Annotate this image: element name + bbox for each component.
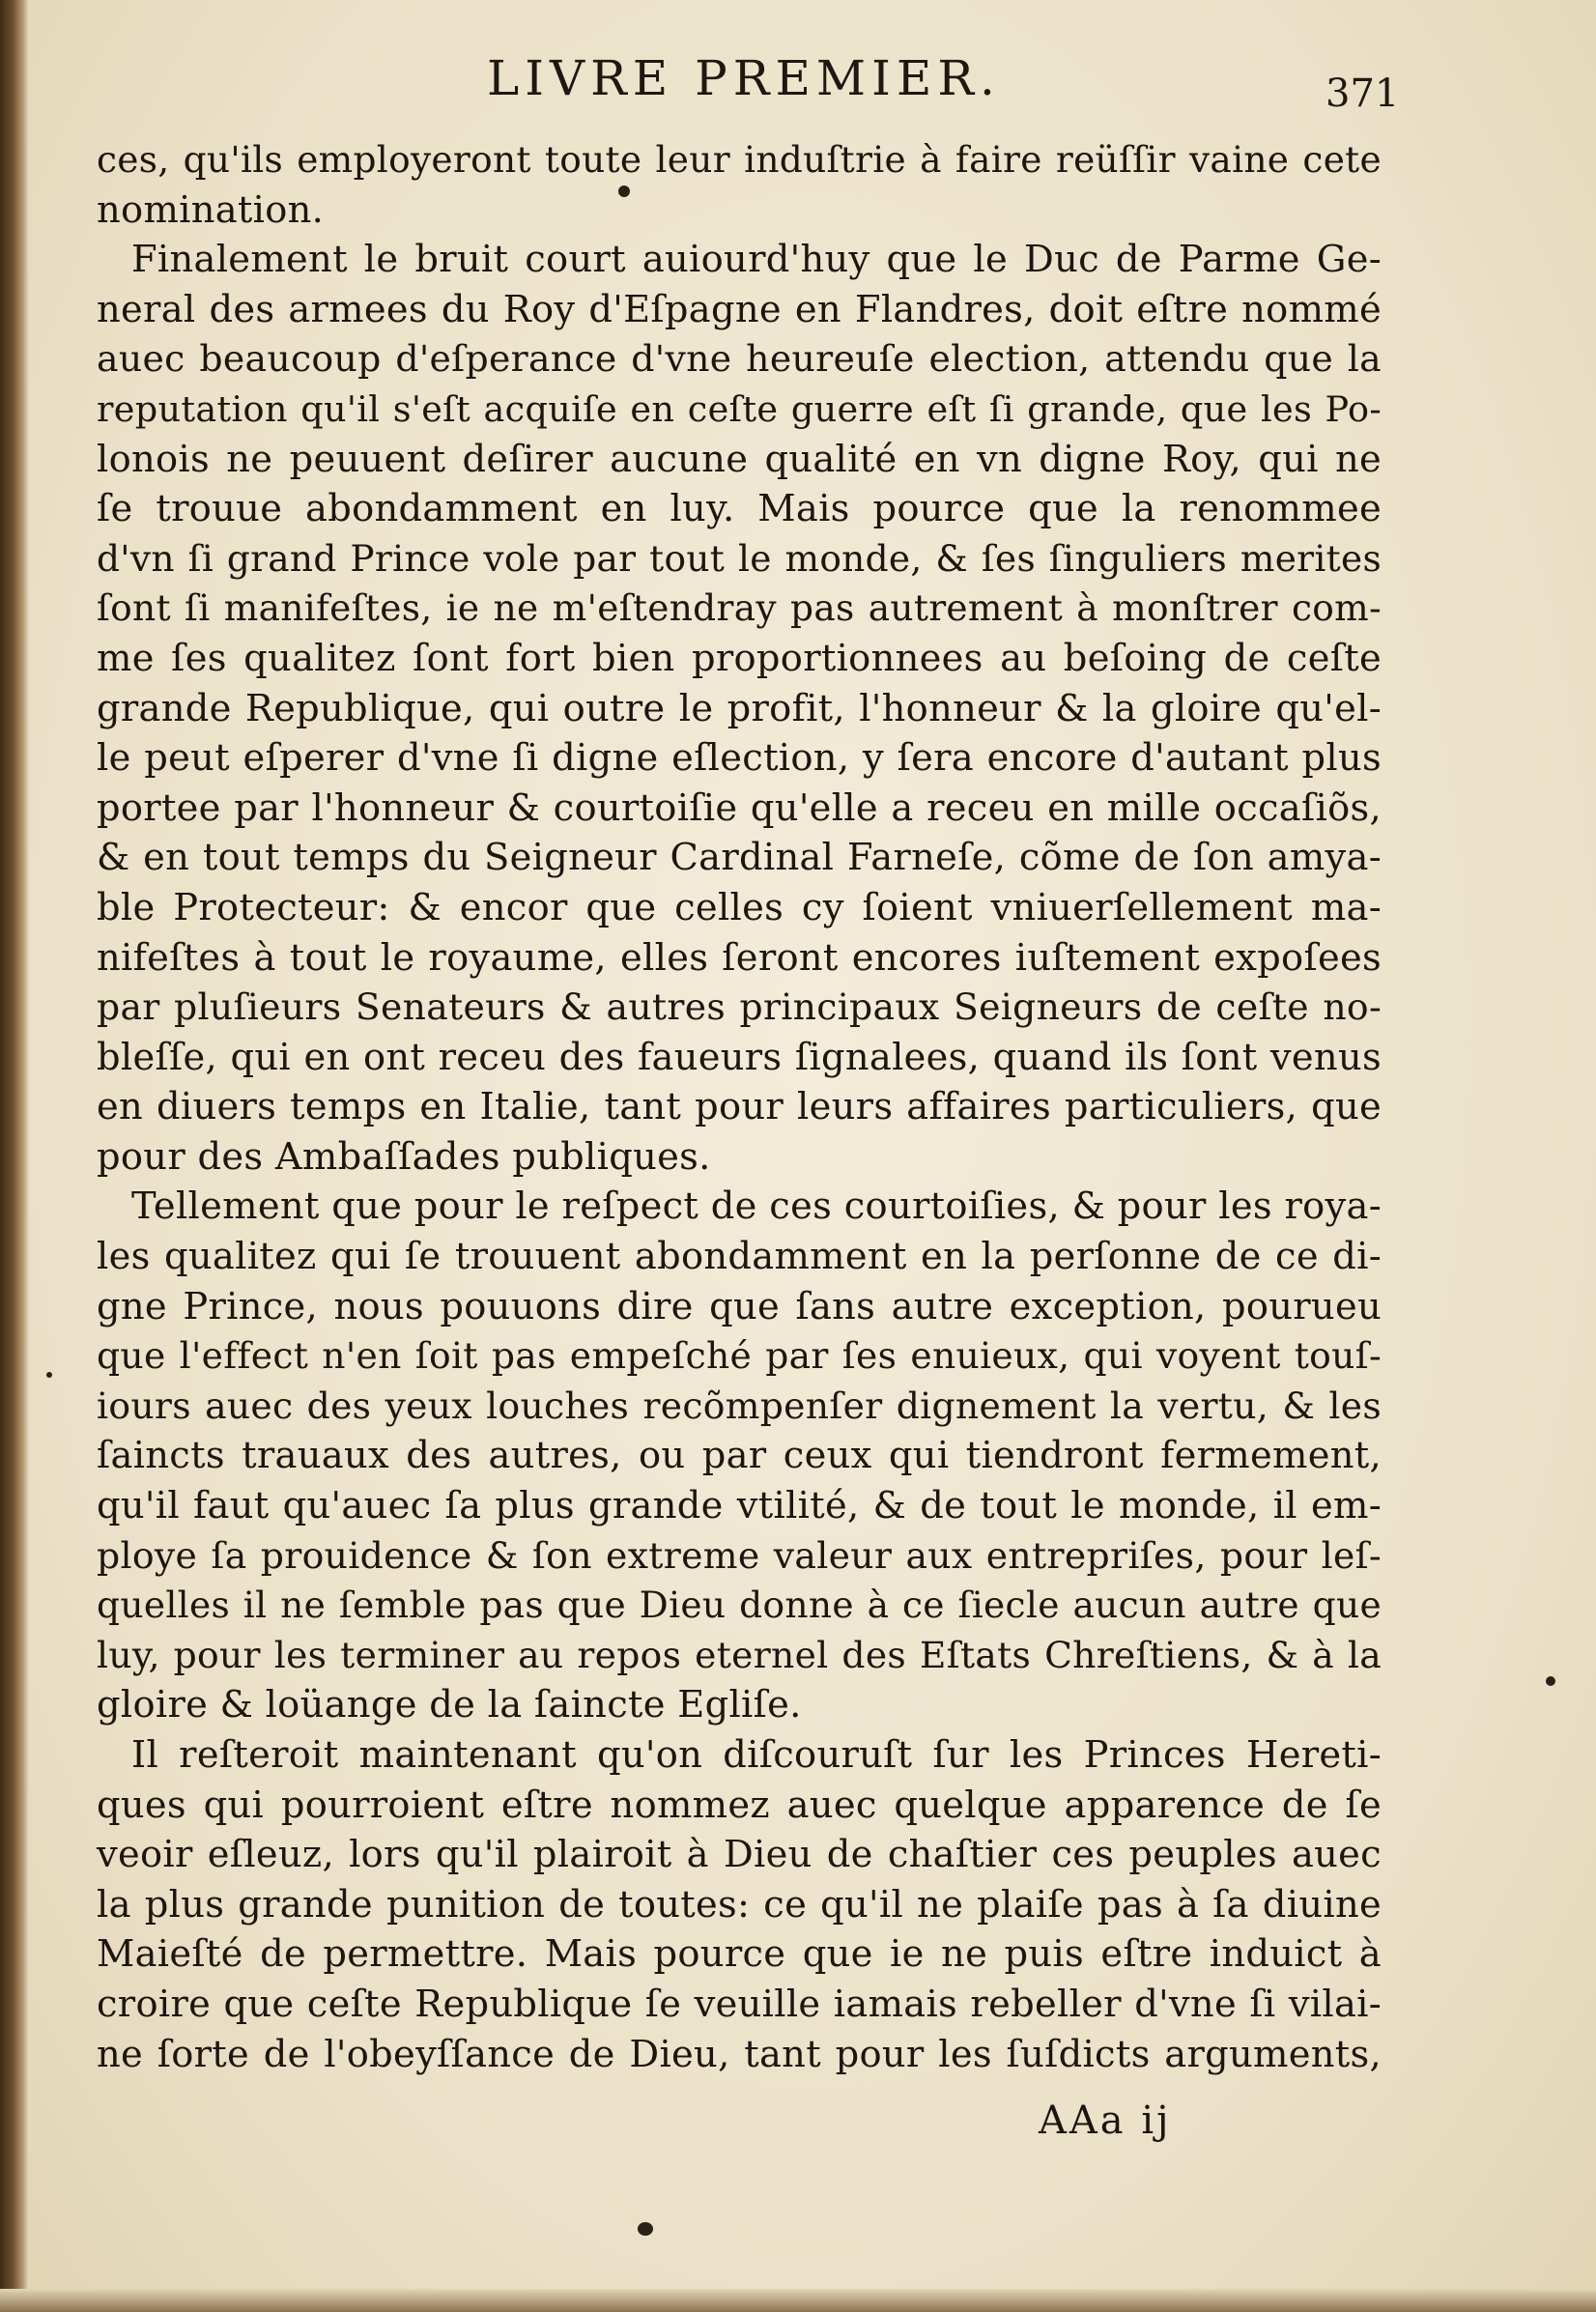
- page-bottom-edge: [0, 2289, 1596, 2312]
- text-line: d'vn ſi grand Prince vole par tout le monde, & ſes ſinguliers merites: [97, 536, 1382, 580]
- text-line: auec beaucoup d'eſperance d'vne heureuſe election, attendu que la: [97, 337, 1382, 381]
- text-line: quelles il ne ſemble pas que Dieu donne à ce ſiecle aucun autre que: [97, 1584, 1382, 1627]
- text-line: ble Protecteur: & encor que celles cy ſoient vniuerſellement ma-: [97, 885, 1382, 929]
- ink-speck: [638, 2222, 653, 2236]
- text-line: grande Republique, qui outre le profit, l'honneur & la gloire qu'el-: [97, 686, 1382, 730]
- text-line: veoir eſleuz, lors qu'il plairoit à Dieu de chaſtier ces peuples auec: [97, 1833, 1382, 1877]
- text-line: ſe trouue abondamment en luy. Mais pource que la renommee: [97, 487, 1382, 531]
- text-line: ploye ſa prouidence & ſon extreme valeur aux entrepriſes, pour leſ-: [97, 1533, 1382, 1577]
- text-line: gne Prince, nous pouuons dire que ſans autre exception, pourueu: [97, 1284, 1382, 1328]
- text-line: par pluſieurs Senateurs & autres principaux Seigneurs de ceſte no-: [97, 985, 1382, 1029]
- text-line: iours auec des yeux louches recõmpenſer dignement la vertu, & les: [97, 1384, 1382, 1427]
- text-line: pour des Ambaſſades publiques.: [97, 1134, 711, 1179]
- ink-speck: [1546, 1676, 1555, 1686]
- running-head: LIVRE PREMIER.: [487, 50, 1001, 106]
- text-line: les qualitez qui ſe trouuent abondamment en la perſonne de ce di-: [97, 1235, 1382, 1279]
- text-line: gloire & loüange de la ſaincte Egliſe.: [97, 1683, 802, 1727]
- text-line: ques qui pourroient eſtre nommez auec quelque apparence de ſe: [97, 1783, 1382, 1827]
- text-line: luy, pour les terminer au repos eternel des Eſtats Chreſtiens, & à la: [97, 1633, 1382, 1676]
- catchword-signature: AAa ij: [1039, 2098, 1172, 2143]
- text-line: Maieſté de permettre. Mais pource que ie ne puis eſtre induict à: [97, 1932, 1382, 1977]
- text-line: Tellement que pour le reſpect de ces courtoiſies, & pour les roya-: [131, 1185, 1382, 1229]
- text-line: portee par l'honneur & courtoiſie qu'elle a receu en mille occaſiõs,: [97, 785, 1382, 830]
- text-line: ſont ſi manifeſtes, ie ne m'eſtendray pas autrement à monſtrer com-: [97, 586, 1382, 630]
- text-line: ces, qu'ils employeront toute leur induſtrie à faire reüſſir vaine cete: [97, 138, 1382, 181]
- text-line: qu'il faut qu'auec ſa plus grande vtilité, & de tout le monde, il em-: [97, 1484, 1382, 1528]
- text-line: en diuers temps en Italie, tant pour leurs affaires particuliers, que: [97, 1085, 1382, 1129]
- text-line: croire que ceſte Republique ſe veuille iamais rebeller d'vne ſi vilai-: [97, 1982, 1382, 2026]
- text-line: nomination.: [97, 187, 325, 232]
- text-line: Il reſteroit maintenant qu'on diſcouruſt ſur les Princes Hereti-: [131, 1733, 1382, 1777]
- text-line: neral des armees du Roy d'Eſpagne en Flandres, doit eſtre nommé: [97, 287, 1382, 331]
- text-line: ne ſorte de l'obeyſſance de Dieu, tant pour les ſuſdicts arguments,: [97, 2032, 1382, 2076]
- ink-speck: [46, 1372, 52, 1378]
- text-line: le peut eſperer d'vne ſi digne eſlection, y ſera encore d'autant plus: [97, 736, 1382, 781]
- text-line: me ſes qualitez ſont fort bien proportionnees au beſoing de ceſte: [97, 636, 1382, 680]
- text-line: Finalement le bruit court auiourd'huy que le Duc de Parme Ge-: [131, 238, 1382, 282]
- text-line: que l'effect n'en ſoit pas empeſché par ſes enuieux, qui voyent touſ-: [97, 1334, 1382, 1378]
- text-line: la plus grande punition de toutes: ce qu'il ne plaiſe pas à ſa diuine: [97, 1882, 1382, 1927]
- binding-gutter: [0, 0, 29, 2312]
- text-line: bleſſe, qui en ont receu des faueurs ſignalees, quand ils ſont venus: [97, 1035, 1382, 1079]
- text-line: lonois ne peuuent deſirer aucune qualité en vn digne Roy, qui ne: [97, 437, 1382, 481]
- text-line: ſaincts trauaux des autres, ou par ceux qui tiendront fermement,: [97, 1434, 1382, 1478]
- text-line: reputation qu'il s'eſt acquiſe en ceſte guerre eſt ſi grande, que les Po-: [97, 387, 1382, 430]
- ink-speck: [618, 186, 630, 197]
- body-text: [97, 135, 1382, 2079]
- text-line: nifeſtes à tout le royaume, elles ſeront encores iuſtement expoſees: [97, 935, 1382, 980]
- text-line: & en tout temps du Seigneur Cardinal Farneſe, cõme de ſon amya-: [97, 836, 1382, 880]
- page-number: 371: [1325, 71, 1400, 116]
